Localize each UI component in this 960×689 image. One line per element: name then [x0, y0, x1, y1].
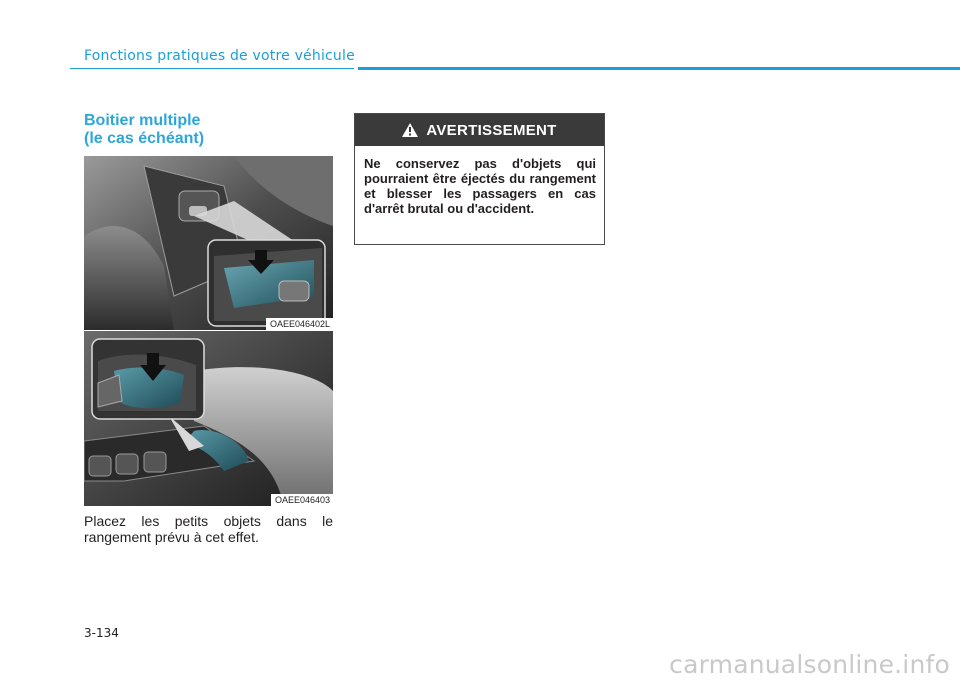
section-title	[84, 112, 204, 148]
body-text: Placez les petits objets dans le rangement prévu à cet effet.	[84, 513, 333, 545]
section-title-line2: (le cas échéant)	[84, 130, 205, 147]
header-rule-thin	[70, 68, 354, 69]
section-title-line1: Boitier multiple	[84, 112, 201, 129]
warning-box	[354, 113, 605, 245]
warning-triangle-icon	[402, 123, 418, 137]
warning-text: Ne conservez pas d'objets qui pourraient être éjectés du rangement et blesser les passagers en cas d'arrêt brutal ou d'accident.	[364, 156, 596, 216]
page-number: 3-134	[84, 626, 119, 640]
console-illustration-1	[84, 156, 333, 330]
figure-code-2: OAEE046403	[271, 494, 333, 506]
console-illustration-2	[84, 331, 333, 506]
figure-code-1: OAEE046402L	[266, 318, 333, 330]
header-title: Fonctions pratiques de votre véhicule	[84, 48, 355, 64]
warning-header	[355, 114, 604, 146]
warning-title: AVERTISSEMENT	[426, 121, 557, 139]
figure-console-front	[84, 331, 333, 506]
watermark: carmanualsonline.info	[669, 650, 950, 679]
header-rule-thick	[358, 67, 960, 70]
figure-console-top	[84, 156, 333, 330]
